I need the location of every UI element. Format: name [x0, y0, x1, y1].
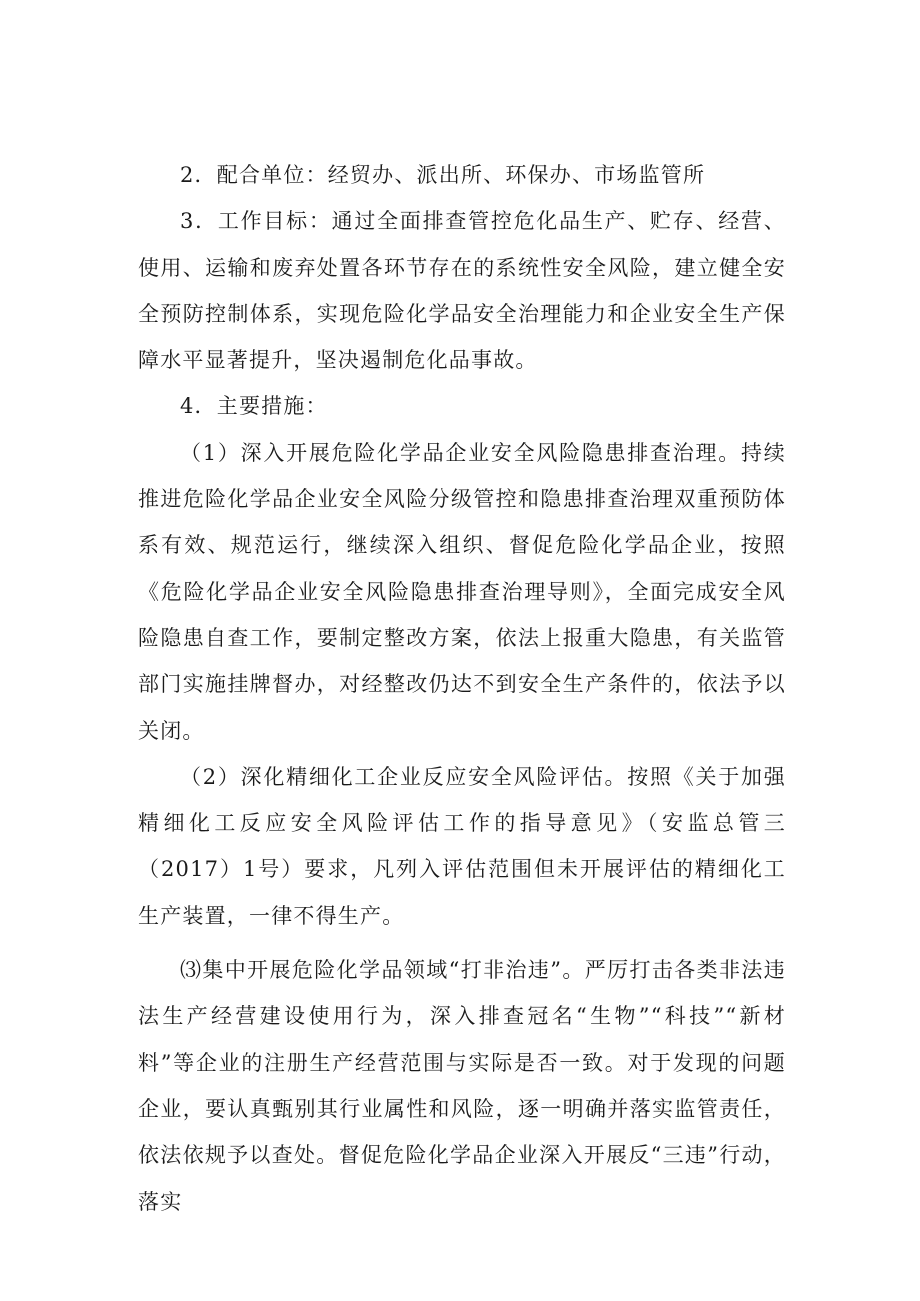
paragraph-work-goal: 3．工作目标：通过全面排查管控危化品生产、贮存、经营、使用、运输和废弃处置各环节存在的系统性安全风险，建立健全安全预防控制体系，实现危险化学品安全治理能力和企业安全生产保障水平显著提升，坚决遏制危化品事故。: [138, 209, 786, 373]
paragraph-main-measures-heading: 4．主要措施：: [180, 394, 328, 419]
paragraph-measure-1: （1）深入开展危险化学品企业安全风险隐患排查治理。持续推进危险化学品企业安全风险分级管控和隐患排查治理双重预防体系有效、规范运行，继续深入组织、督促危险化学品企业，按照《危险化学品企业安全风险隐患排查治理导则》，全面完成安全风险隐患自查工作，要制定整改方案，依法上报重大隐患，有关监管部门实施挂牌督办，对经整改仍达不到安全生产条件的，依法予以关闭。: [138, 440, 786, 743]
paragraph-measure-2: （2）深化精细化工企业反应安全风险评估。按照《关于加强精细化工反应安全风险评估工作的指导意见》（安监总管三（2017）1号）要求，凡列入评估范围但未开展评估的精细化工生产装置，一律不得生产。: [138, 764, 786, 928]
document-body: [138, 152, 786, 1225]
paragraph-measure-3: ⑶集中开展危险化学品领域“打非治违”。严厉打击各类非法违法生产经营建设使用行为，深入排查冠名“生物”“科技”“新材料”等企业的注册生产经营范围与实际是否一致。对于发现的问题企业，要认真甄别其行业属性和风险，逐一明确并落实监管责任，依法依规予以查处。督促危险化学品企业深入开展反“三违”行动，落实: [138, 958, 786, 1214]
paragraph-cooperating-units: 2．配合单位：经贸办、派出所、环保办、市场监管所: [180, 163, 706, 187]
